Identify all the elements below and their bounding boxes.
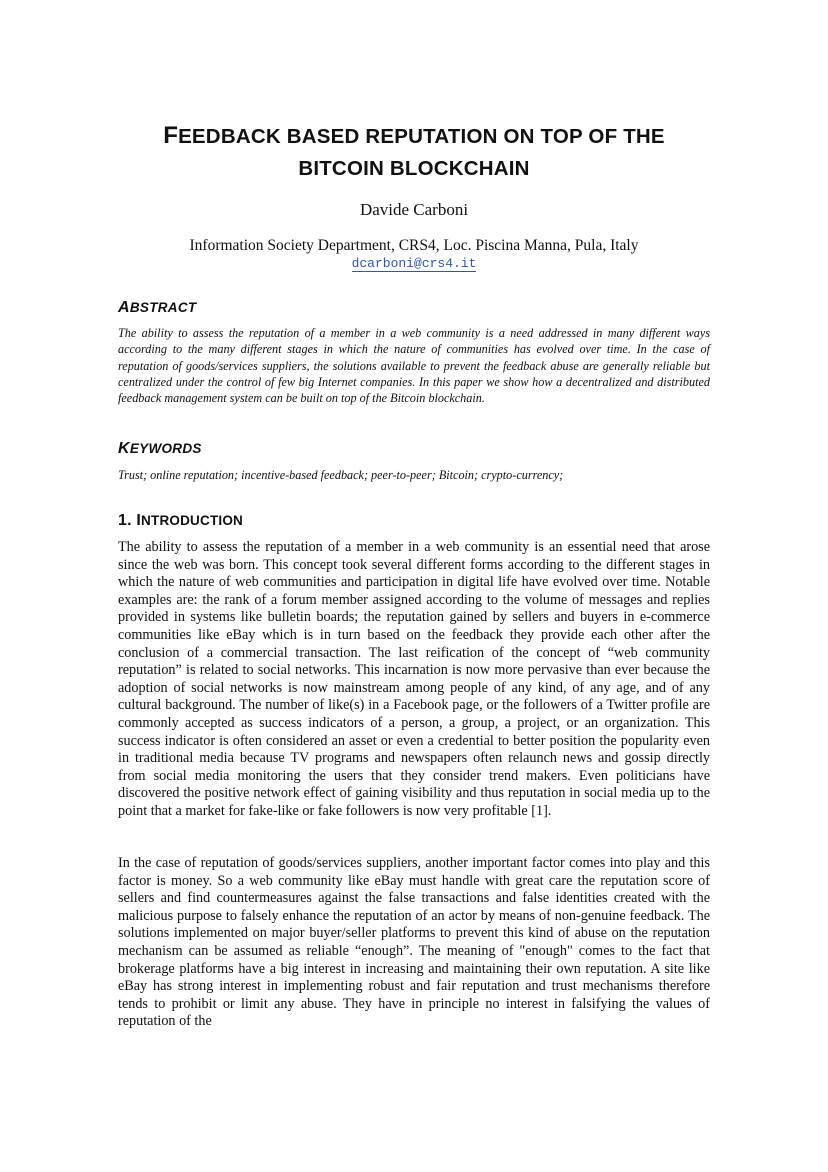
abstract-heading-first: A xyxy=(118,299,130,316)
introduction-heading-rest: NTRODUCTION xyxy=(141,513,243,528)
introduction-heading-num: 1. I xyxy=(118,512,142,529)
email-link-wrapper xyxy=(0,255,828,273)
abstract-heading xyxy=(118,299,196,317)
abstract-heading-rest: BSTRACT xyxy=(129,300,197,315)
introduction-paragraph-1: The ability to assess the reputation of a member in a web community is an essential need that arose since the web was born. This concept took several different forms according to the different stages in which the nature of web communities and participation in digital life have evolved over time. Notable examples are: the rank of a forum member assigned according to the volume of messages and replies provided in systems like bulletin boards; the reputation gained by sellers and buyers in e-commerce communities like eBay which is in turn based on the feedback they provide each other after the conclusion of a commercial transaction. The last reification of the concept of “web community reputation” is related to social networks. This incarnation is now more pervasive than ever because the adoption of social networks is now mainstream among people of any kind, of any age, and of any cultural background. The number of like(s) in a Facebook page, or the followers of a Twitter profile are commonly accepted as success indicators of a person, a group, a project, or an organization. This success indicator is often considered an asset or even a credential to better position the popularity even in traditional media because TV programs and newspapers often relaunch news and gossip directly from social media monitoring the users that they consider trend makers. Even politicians have discovered the positive network effect of gaining visibility and thus reputation in social media up to the point that a market for fake-like or fake followers is now very profitable [1]. xyxy=(118,539,710,819)
title-line-1-rest: EEDBACK BASED REPUTATION ON TOP OF THE xyxy=(178,125,665,148)
paper-title xyxy=(100,120,728,185)
introduction-paragraph-2: In the case of reputation of goods/services suppliers, another important factor comes into play and this factor is money. So a web community like eBay must handle with great care the reputation score of sellers and find countermeasures against the false transactions and false identities created with the malicious purpose to falsely enhance the reputation of an actor by means of non-genuine feedback. The solutions implemented on major buyer/seller platforms to prevent this kind of abuse on the reputation mechanism can be assumed as reliable “enough”. The meaning of "enough" comes to the fact that brokerage platforms have a big interest in increasing and maintaining their own reputation. A site like eBay has strong interest in implementing robust and fair reputation and trust mechanisms therefore tends to prohibit or limit any abuse. They have in principle no interest in falsifying the values of reputation of the xyxy=(118,855,710,1030)
affiliation: Information Society Department, CRS4, Loc. Piscina Manna, Pula, Italy xyxy=(189,237,639,254)
keywords-text: Trust; online reputation; incentive-based feedback; peer-to-peer; Bitcoin; crypto-currency; xyxy=(118,468,564,482)
keywords-heading-first: K xyxy=(118,440,130,457)
keywords-heading-rest: EYWORDS xyxy=(129,441,202,456)
title-line-2: BITCOIN BLOCKCHAIN xyxy=(298,157,530,180)
introduction-heading xyxy=(118,511,243,531)
email-link[interactable]: dcarboni@crs4.it xyxy=(351,256,477,271)
author-name: Davide Carboni xyxy=(359,200,469,219)
title-line-1 xyxy=(100,120,728,153)
title-first-letter: F xyxy=(163,122,179,149)
keywords-heading xyxy=(118,440,202,458)
abstract-text: The ability to assess the reputation of a member in a web community is a need addressed in many different ways according to the many different stages in which the nature of communities has evolved over time. In the case of reputation of goods/services suppliers, the solutions available to prevent the feedback abuse are generally reliable but centralized under the control of few big Internet companies. In this paper we show how a decentralized and distributed feedback management system can be built on top of the Bitcoin blockchain. xyxy=(118,326,710,406)
